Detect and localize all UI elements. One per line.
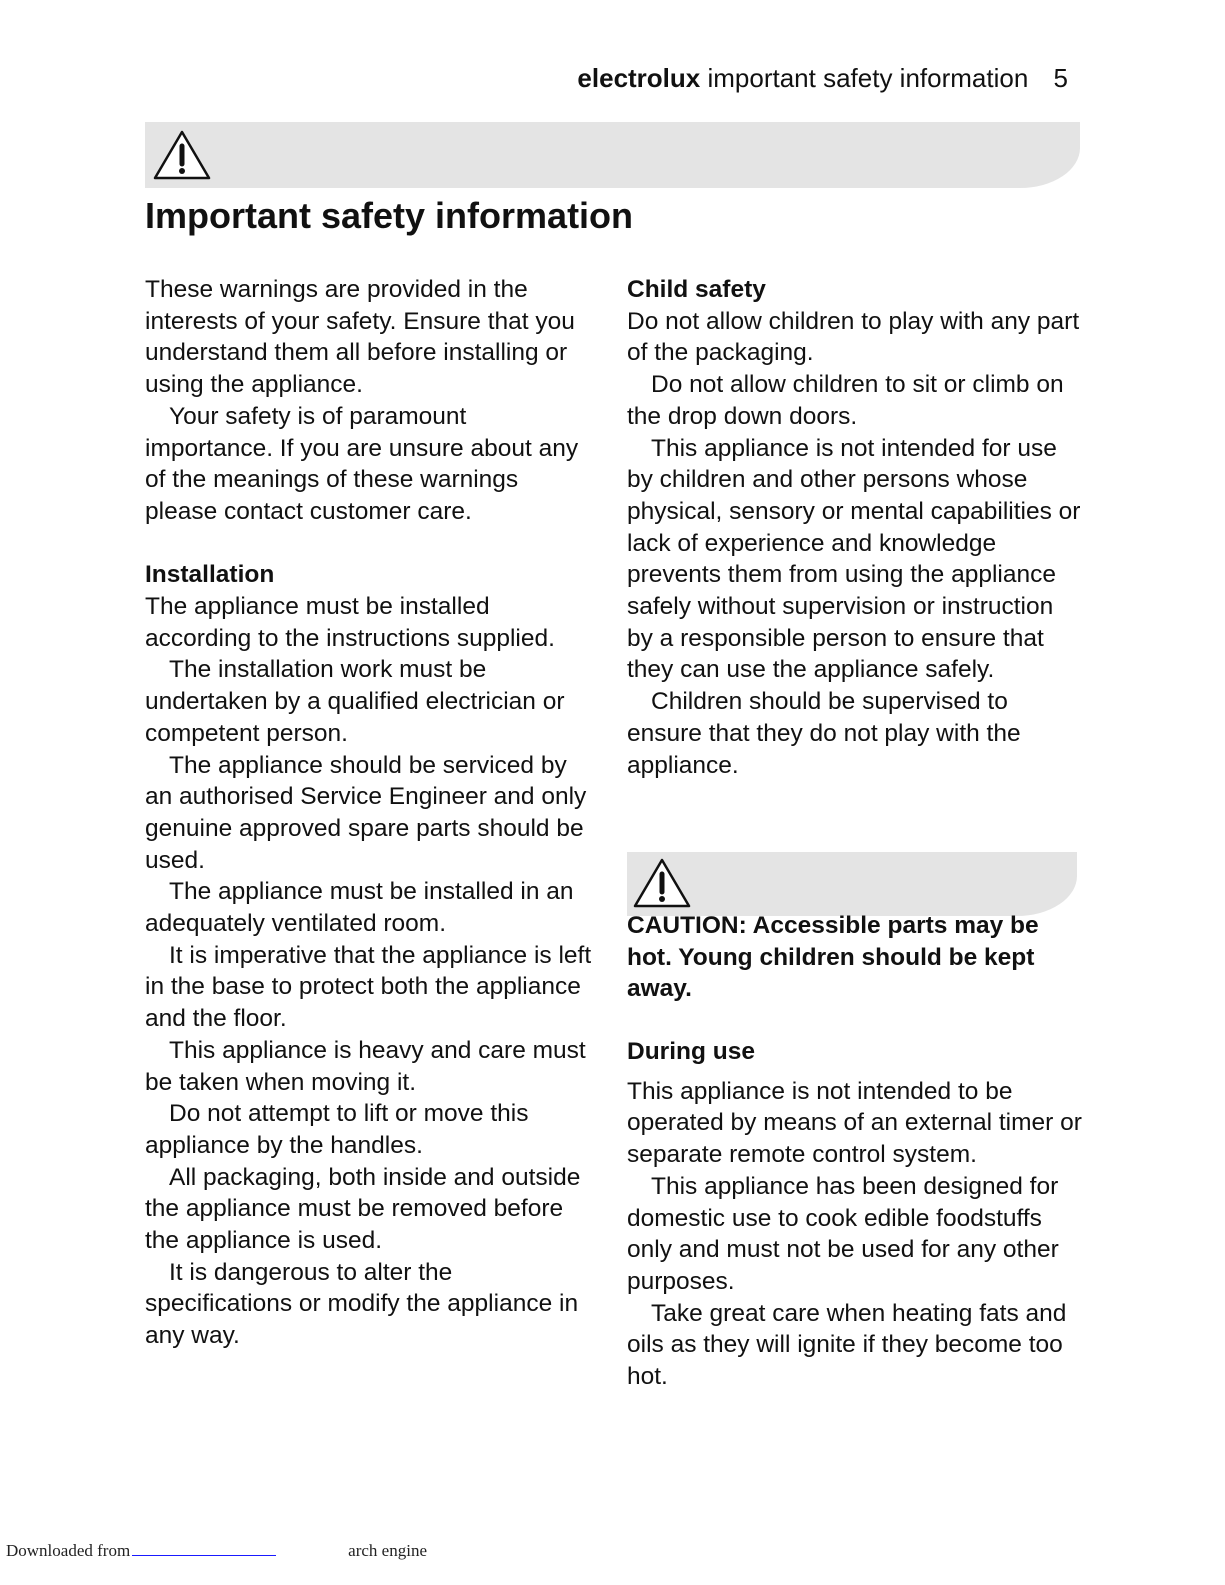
installation-paragraph: Do not attempt to lift or move this appliance by the handles. <box>145 1100 529 1159</box>
caution-text: CAUTION: Accessible parts may be hot. Young children should be kept away. <box>627 912 1039 1003</box>
child-safety-paragraph: Do not allow children to play with any part of the packaging. <box>627 307 1080 367</box>
installation-paragraph: The installation work must be undertaken by a qualified electrician or competent person. <box>145 656 565 747</box>
header-section: important safety information <box>707 63 1029 93</box>
installation-paragraph: The appliance must be installed according to the instructions supplied. <box>145 593 555 652</box>
installation-paragraph: All packaging, both inside and outside the appliance must be removed before the appliance is used. <box>145 1163 581 1255</box>
footer-suffix: arch engine <box>348 1541 427 1560</box>
child-safety-paragraph: This appliance is not intended for use by children and other persons whose physical, sensory or mental capabilities or lack of experience and knowledge prevents them from using the appliance safely without supervision or instruction by a responsible person to ensure that they can use the appliance safely. <box>627 434 1081 684</box>
during-use-section <box>627 1036 1082 1393</box>
child-safety-heading: Child safety <box>627 276 766 303</box>
installation-paragraph: It is imperative that the appliance is left in the base to protect both the appliance and the floor. <box>145 941 592 1033</box>
right-column <box>627 274 1082 781</box>
left-column <box>145 274 595 1352</box>
installation-paragraph: The appliance should be serviced by an authorised Service Engineer and only genuine approved spare parts should be used. <box>145 751 587 874</box>
caution-banner <box>627 852 1077 916</box>
warning-triangle-icon <box>631 856 693 910</box>
intro-paragraph: These warnings are provided in the interests of your safety. Ensure that you understand them all before installing or using the appliance. <box>145 276 575 399</box>
during-use-heading: During use <box>627 1038 755 1065</box>
warning-banner <box>145 122 1080 188</box>
footer-link[interactable] <box>132 1541 276 1556</box>
child-safety-paragraph: Do not allow children to sit or climb on the drop down doors. <box>627 371 1064 430</box>
footer-prefix: Downloaded from <box>6 1541 131 1560</box>
warning-triangle-icon <box>151 128 213 182</box>
page-header <box>577 60 1068 96</box>
during-use-paragraph: Take great care when heating fats and oils as they will ignite if they become too hot. <box>627 1299 1067 1391</box>
page-footer <box>6 1540 427 1562</box>
installation-paragraph: This appliance is heavy and care must be taken when moving it. <box>145 1036 586 1096</box>
installation-heading: Installation <box>145 561 275 589</box>
child-safety-paragraph: Children should be supervised to ensure that they do not play with the appliance. <box>627 688 1021 779</box>
page-number: 5 <box>1053 63 1068 93</box>
during-use-paragraph: This appliance is not intended to be operated by means of an external timer or separate remote control system. <box>627 1077 1082 1169</box>
installation-paragraph: The appliance must be installed in an adequately ventilated room. <box>145 878 574 938</box>
intro-paragraph: Your safety is of paramount importance. If you are unsure about any of the meanings of these warnings please contact customer care. <box>145 402 579 525</box>
installation-paragraph: It is dangerous to alter the specifications or modify the appliance in any way. <box>145 1258 579 1350</box>
brand-name: electrolux <box>577 63 701 93</box>
during-use-paragraph: This appliance has been designed for domestic use to cook edible foodstuffs only and must not be used for any other purposes. <box>627 1172 1059 1295</box>
page-title: Important safety information <box>145 195 634 236</box>
